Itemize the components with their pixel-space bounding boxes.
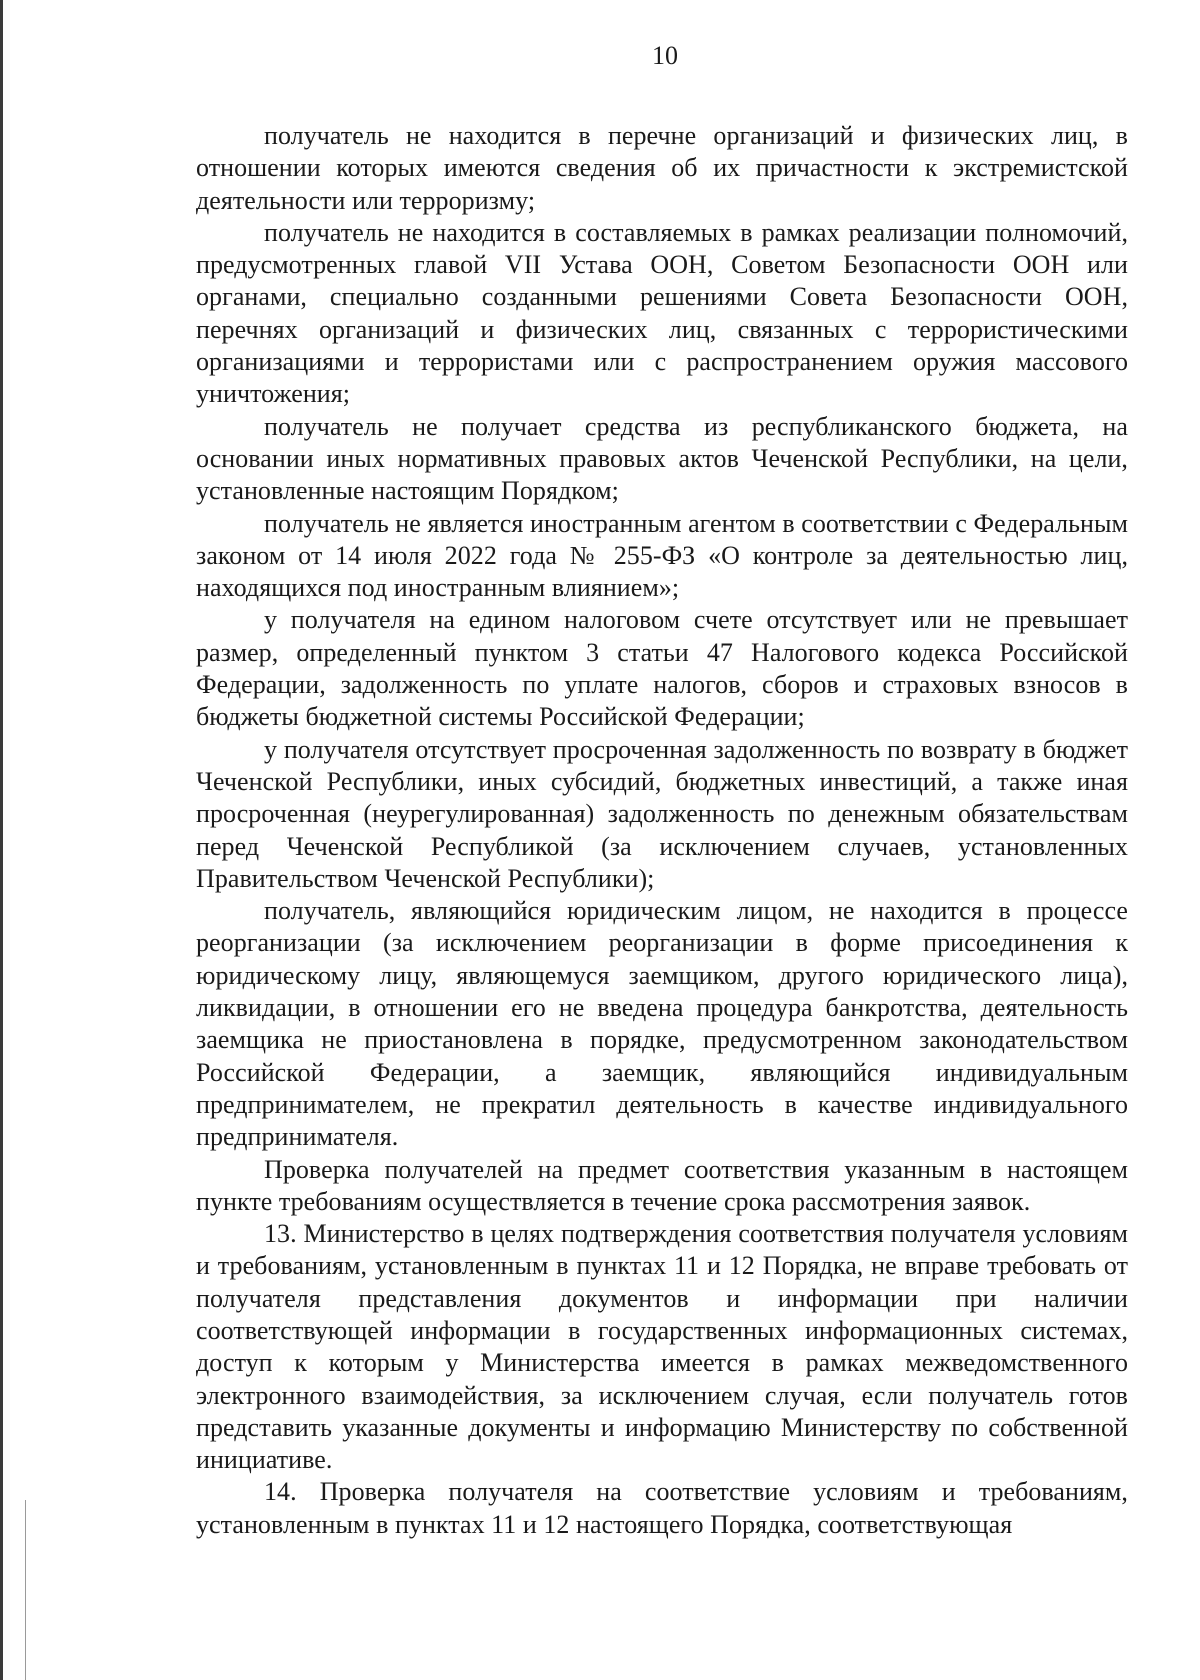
paragraph-verification-term: Проверка получателей на предмет соответствия указанным в настоящем пункте требованиям осуществляется в течение срока рассмотрения заявок. [196,1154,1128,1216]
document-body [196,120,1128,1541]
page-number: 10 [652,41,678,70]
scan-left-edge [0,0,3,1680]
paragraph-reorganization: получатель, являющийся юридическим лицом, не находится в процессе реорганизации (за исключением реорганизации в форме присоединения к юридическому лицу, являющемуся заемщиком, другого юридического лица), ликвидации, в отношении его не введена процедура банкротства, деятельность заемщика не приостановлена в порядке, предусмотренном законодательством Российской Федерации, а заемщик, являющийся индивидуальным предпринимателем, не прекратил деятельность в качестве индивидуального предпринимателя. [196,896,1128,1152]
paragraph-item-14: 14. Проверка получателя на соответствие условиям и требованиям, установленным в пунктах 11 и 12 настоящего Порядка, соответствующая [196,1477,1128,1539]
paragraph-tax-debt: у получателя на едином налоговом счете отсутствует или не превышает размер, определенный пунктом 3 статьи 47 Налогового кодекса Российской Федерации, задолженность по уплате налогов, сборов и страховых взносов в бюджеты бюджетной системы Российской Федерации; [196,605,1128,732]
paragraph-un-sanctions-list: получатель не находится в составляемых в рамках реализации полномочий, предусмотренных главой VII Устава ООН, Советом Безопасности ООН или органами, специально созданными решениями Совета Безопасности ООН, перечнях организаций и физических лиц, связанных с террористическими организациями и террористами или с распространением оружия массового уничтожения; [196,217,1128,409]
paragraph-overdue-debt: у получателя отсутствует просроченная задолженность по возврату в бюджет Чеченской Республики, иных субсидий, бюджетных инвестиций, а также иная просроченная (неурегулированная) задолженность по денежным обязательствам перед Чеченской Республикой (за исключением случаев, установленных Правительством Чеченской Республики); [196,734,1128,893]
paragraph-extremism-list: получатель не находится в перечне организаций и физических лиц, в отношении которых имеются сведения об их причастности к экстремистской деятельности или терроризму; [196,121,1128,215]
paragraph-not-foreign-agent: получатель не является иностранным агентом в соответствии с Федеральным законом от 14 июля 2022 года № 255-ФЗ «О контроле за деятельностью лиц, находящихся под иностранным влиянием»; [196,508,1128,603]
paragraph-item-13: 13. Министерство в целях подтверждения соответствия получателя условиям и требованиям, установленным в пунктах 11 и 12 Порядка, не вправе требовать от получателя представления документов и информации при наличии соответствующей информации в государственных информационных системах, доступ к которым у Министерства имеется в рамках межведомственного электронного взаимодействия, за исключением случая, если получатель готов представить указанные документы и информацию Министерству по собственной инициативе. [196,1219,1128,1475]
paragraph-no-republican-budget-funds: получатель не получает средства из республиканского бюджета, на основании иных нормативных правовых актов Чеченской Республики, на цели, установленные настоящим Порядком; [196,411,1128,506]
scan-margin-line [25,1500,26,1680]
